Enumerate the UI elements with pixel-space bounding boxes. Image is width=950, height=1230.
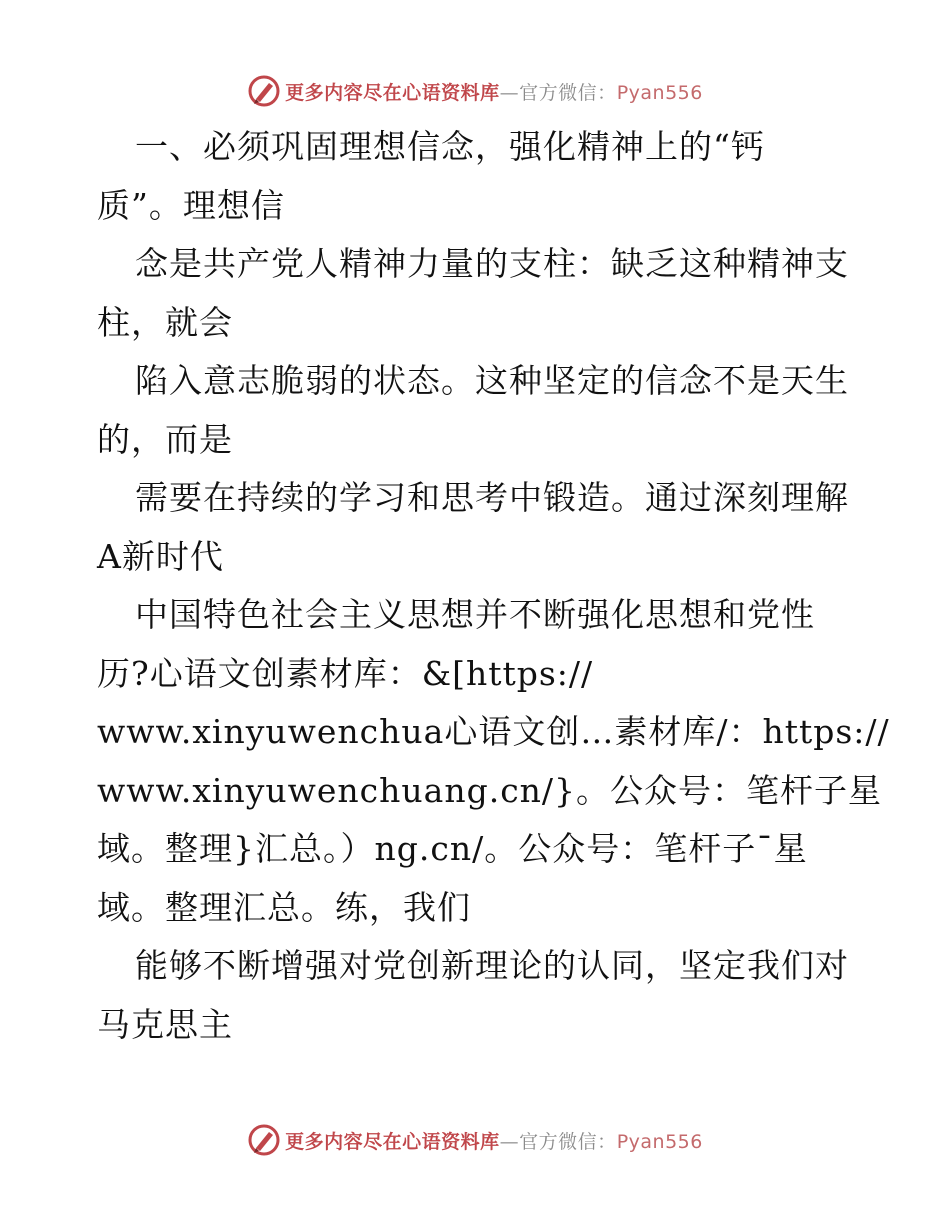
banner-main-text: 更多内容尽在心语资料库 — [285, 1130, 500, 1153]
body-line: 的，而是 — [97, 419, 233, 459]
banner-main-text: 更多内容尽在心语资料库 — [285, 81, 500, 104]
banner-wechat-id: Pyan556 — [616, 1130, 703, 1153]
body-line: 质”。理想信 — [97, 185, 285, 225]
body-line: 柱，就会 — [97, 302, 233, 342]
document-body — [97, 118, 890, 1054]
header-banner — [0, 71, 950, 111]
pen-logo-icon — [247, 1123, 281, 1157]
banner-separator: — — [499, 81, 520, 104]
body-line: 域。整理汇总。练，我们 — [97, 887, 471, 927]
body-line: A新时代 — [97, 536, 224, 576]
body-line: 中国特色社会主义思想并不断强化思想和党性 — [135, 595, 815, 634]
pen-logo-icon — [247, 74, 281, 108]
banner-wechat-id: Pyan556 — [616, 81, 703, 104]
body-line: www.xinyuwenchuang.cn/}。公众号：笔杆子星 — [97, 770, 883, 810]
body-line: 念是共产党人精神力量的支柱：缺乏这种精神支 — [135, 244, 849, 283]
body-line: 需要在持续的学习和思考中锻造。通过深刻理解 — [135, 478, 849, 517]
footer-banner — [0, 1120, 950, 1160]
body-line: 历?心语文创素材库：&[https:// — [97, 653, 594, 693]
body-line: 域。整理}汇总。）ng.cn/。公众号：笔杆子¯星 — [97, 829, 808, 868]
banner-wechat-label: 官方微信： — [519, 81, 617, 104]
body-line: www.xinyuwenchua心语文创…素材库/：https:// — [97, 712, 890, 751]
banner-wechat-label: 官方微信： — [519, 1130, 617, 1153]
banner-separator: — — [499, 1130, 520, 1153]
body-line: 马克思主 — [97, 1004, 233, 1044]
body-line: 一、必须巩固理想信念，强化精神上的“钙 — [135, 127, 765, 166]
body-line: 陷入意志脆弱的状态。这种坚定的信念不是天生 — [135, 361, 849, 400]
body-line: 能够不断增强对党创新理论的认同，坚定我们对 — [135, 946, 849, 985]
